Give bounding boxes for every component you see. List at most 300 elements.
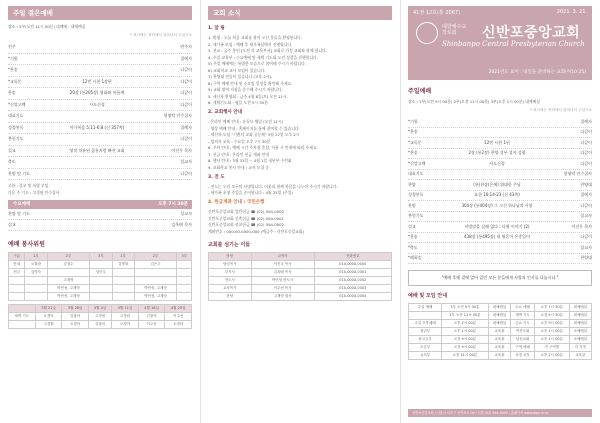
table-cell: 오후 2시 00분 bbox=[535, 352, 569, 360]
service-row bbox=[8, 209, 192, 220]
service-item-leader: 다같이 bbox=[580, 160, 592, 166]
table-cell: 대예배실 bbox=[488, 312, 510, 320]
middle-panel bbox=[200, 0, 400, 423]
table-cell: 오후 9시 00분 bbox=[535, 320, 569, 328]
table-cell: 대예배실 bbox=[569, 320, 591, 328]
table-row bbox=[209, 268, 392, 276]
table-cell: 김경수 bbox=[47, 261, 90, 269]
table-cell bbox=[9, 293, 25, 301]
notice-line: 5. 새신자 환영회 : 금주 4월 6일(토) 오전 11시. bbox=[208, 93, 288, 99]
table-cell: 010-0000-0002 bbox=[314, 276, 391, 284]
table-row bbox=[9, 261, 192, 269]
table-cell bbox=[112, 277, 134, 285]
service-time: 장소 : 2부(오전 11시 00분) 대예배 : 대예배실 bbox=[8, 24, 86, 29]
table-header-cell: 1부 bbox=[112, 253, 134, 261]
table-cell: 이주선 목사 bbox=[251, 284, 314, 292]
table-cell: 오후 2시 00분 bbox=[442, 320, 489, 328]
table-cell bbox=[112, 269, 134, 277]
table-cell: 유치부 bbox=[409, 352, 442, 360]
table-cell: 오후 1시 00분 bbox=[442, 328, 489, 336]
table-cell bbox=[112, 285, 134, 293]
table-row bbox=[9, 277, 192, 285]
table-cell: 오후 1시 00분 bbox=[535, 336, 569, 344]
table-cell: 임민우 bbox=[90, 269, 112, 277]
table-cell: 고계영 집사 bbox=[251, 292, 314, 300]
service-row bbox=[8, 157, 192, 169]
table-row bbox=[409, 352, 592, 360]
duty-table bbox=[8, 252, 192, 301]
service-row bbox=[8, 220, 192, 231]
service-item-leader: 다같이 bbox=[180, 170, 192, 176]
notice-line: 8. 행사 안내 : 3월 31일 ~ 4월 1일 청년부 수련회 bbox=[208, 158, 292, 163]
table-cell: 1부 오전 9시 00분 bbox=[442, 304, 489, 312]
table-cell bbox=[409, 312, 442, 320]
table-cell: 010-0000-0000 bbox=[314, 260, 391, 268]
service-row bbox=[408, 222, 592, 233]
service-row bbox=[408, 138, 592, 149]
greeting-quote: "예배 후에 곁에 앉아 있던 모든 분들에게 사랑과 인사를 나눕시다." bbox=[408, 270, 592, 286]
service-row bbox=[8, 134, 192, 146]
table-cell: 김창석 bbox=[88, 321, 111, 329]
section-header-wednesday bbox=[8, 200, 192, 209]
notice-line: - 전도는 우리 모두의 사명입니다. 이웃과 함께 복음을 나누어 주시기 바랍니다. bbox=[208, 183, 338, 189]
table-cell: 수요 예배 bbox=[511, 304, 535, 312]
service-order bbox=[408, 117, 592, 264]
service-item-leader: 설교자 bbox=[180, 211, 192, 216]
notice-line: 6) 교회학교 교사 모임이 있습니다. bbox=[208, 67, 266, 73]
table-cell: 오월장 bbox=[25, 261, 47, 269]
service-item-leader: 다같이 bbox=[580, 202, 592, 208]
table-cell: 김옥배 목사 bbox=[251, 268, 314, 276]
table-cell: 이주선 bbox=[138, 321, 165, 329]
notice-line: - 새가족 초청 주일을 준비합니다 : 4월 25일 (주일) bbox=[208, 190, 293, 195]
service-item-content: 사도신경 bbox=[489, 160, 505, 166]
service-row bbox=[408, 191, 592, 202]
service-item-leader: 설교자 bbox=[180, 159, 192, 165]
table-cell bbox=[177, 277, 192, 285]
service-item-leader: 반주자 bbox=[180, 44, 192, 50]
table-cell: 교육목사 bbox=[209, 284, 252, 292]
service-item-label: *찬송 bbox=[408, 129, 418, 135]
standing-note: * 표시에는 자리에서 일어나서 주십시오 bbox=[130, 33, 192, 37]
service-item-content: 438장 (통495장) 내 영혼이 은총입어 bbox=[464, 234, 530, 240]
service-row bbox=[8, 169, 192, 181]
account-title: 4. 헌금계좌 안내 : 국민은행 bbox=[208, 200, 265, 205]
table-header-cell: 2부 bbox=[134, 253, 177, 261]
table-cell: 담임목사 bbox=[209, 260, 252, 268]
table-row bbox=[9, 269, 192, 277]
table-cell bbox=[112, 293, 134, 301]
table-cell: 구역 예배 bbox=[511, 344, 535, 352]
service-item-content: 20장 (통205장) 영화와 이름께 bbox=[69, 90, 125, 96]
service-item-label: 찬양 및 기도 bbox=[8, 211, 30, 216]
service-item-leader: 설교자 bbox=[580, 244, 592, 250]
table-header-row bbox=[209, 252, 392, 260]
service-item-leader: 집례자 bbox=[180, 55, 192, 61]
table-cell: 이주선 bbox=[165, 313, 192, 321]
service-item-label: 찬양 bbox=[408, 202, 416, 208]
evangelism-body bbox=[208, 184, 392, 197]
table-cell: 010-0000-0004 bbox=[314, 292, 391, 300]
notice-line: 9. 교회학교 봉사 안내 : 교사 모집 중 bbox=[208, 164, 270, 170]
table-cell: 중고등부 bbox=[409, 336, 442, 344]
service-row bbox=[8, 111, 192, 123]
table-header-cell: 4월 18일 bbox=[138, 305, 165, 313]
table-cell: 오전 9시 00분 bbox=[442, 344, 489, 352]
staff-title: 교회를 섬기는 이들 bbox=[208, 241, 251, 248]
service-item-leader: 김옥배 목사 bbox=[171, 222, 192, 227]
service-item-label: 설교 bbox=[8, 147, 16, 153]
service-item-content: 304장 (통404장) 그 크신 하나님의 사랑 bbox=[461, 202, 533, 208]
table-cell: 고경원 bbox=[88, 313, 111, 321]
service-row bbox=[408, 254, 592, 265]
table-cell: 오전 5시 30분 bbox=[535, 312, 569, 320]
bulletin-number: 41권 12호(통 2067) bbox=[413, 10, 461, 16]
service-row bbox=[408, 243, 592, 254]
service-item-label: 대표기도 bbox=[408, 171, 424, 177]
left-panel bbox=[0, 0, 200, 423]
table-row bbox=[9, 285, 192, 293]
table-cell bbox=[9, 285, 25, 293]
denomination: 대한예수교 장로회 bbox=[442, 24, 467, 36]
table-header-cell: 3부 bbox=[177, 253, 192, 261]
service-item-leader: 다같이 bbox=[580, 234, 592, 240]
table-cell: 청년부 bbox=[409, 328, 442, 336]
service-row bbox=[408, 149, 592, 160]
table-header-cell: 3부 bbox=[90, 253, 112, 261]
notice-line: 5) 주일 예배에는 특별한 모습으로 참여해 주시기 바랍니다. bbox=[208, 61, 306, 66]
service-row bbox=[408, 170, 592, 181]
table-row bbox=[9, 321, 192, 329]
service-item-leader: 찬양대 bbox=[580, 181, 592, 187]
table-cell: 대예배실 bbox=[488, 304, 510, 312]
table-header-cell: 1부 bbox=[25, 253, 47, 261]
service-item-leader: 집례자 bbox=[580, 118, 592, 124]
service-item-leader: 찬양대 bbox=[580, 255, 592, 261]
sunday-service-title: 주일예배 bbox=[408, 88, 432, 95]
table-cell: 오경아 bbox=[165, 321, 192, 329]
wednesday-title: 수요예배 bbox=[13, 202, 31, 207]
service-item-label: *찬송 bbox=[8, 67, 18, 73]
table-cell: 오전 11시 00분 bbox=[442, 352, 489, 360]
service-item-content: 영적 치유된 몸통처럼 빠진 교회 bbox=[69, 147, 125, 153]
table-cell bbox=[177, 293, 192, 301]
service-row bbox=[408, 159, 592, 170]
section-header-news: 교회 소식 bbox=[208, 6, 392, 20]
service-item-content: 2장 (통2장) 찬양 성부 성자 성령 bbox=[468, 150, 526, 156]
service-item-label: *폐회송 bbox=[408, 255, 422, 261]
notice-line: 4. 주일 교육부 : 수요예배 및 새벽 기도회 오전 성경을 진행합니다. bbox=[208, 54, 318, 60]
table-header-row bbox=[9, 253, 192, 261]
service-row bbox=[8, 65, 192, 77]
service-item-label: 찬송 bbox=[8, 90, 16, 96]
table-cell: 교육관 bbox=[488, 344, 510, 352]
service-item-leader: 현영탁 안수집사 bbox=[563, 171, 592, 177]
service-row bbox=[8, 100, 192, 112]
table-cell: 소예배실 bbox=[569, 328, 591, 336]
service-item-leader: 다같이 bbox=[180, 78, 192, 84]
duty-title: 예배 봉사위원 bbox=[8, 241, 45, 248]
service-row bbox=[8, 42, 192, 54]
notice-line: - 온라인 예배 안내 : 유튜브 채널 (오전 11시) bbox=[208, 119, 284, 124]
wednesday-order bbox=[8, 209, 192, 231]
standing-note: * 표시에는 자리에서 일어나서 주십시오 bbox=[530, 108, 592, 112]
service-item-label: 찬양 bbox=[408, 181, 416, 187]
table-cell: 새벽 기도 bbox=[511, 312, 535, 320]
table-cell: 고경원 bbox=[112, 313, 139, 321]
table-cell: 안내 bbox=[9, 261, 25, 269]
notice-line: 8) 구역 예배 안내 및 소모임 일정을 확인해 주세요. bbox=[208, 80, 293, 86]
table-cell: 박민성, 고계영 bbox=[47, 285, 90, 293]
table-cell: 성경 공부 bbox=[511, 352, 535, 360]
table-cell: 박민성, 고계영 bbox=[134, 293, 177, 301]
table-cell: 대예배실 bbox=[569, 312, 591, 320]
table-header-cell: 2부 bbox=[47, 253, 90, 261]
notice-line: - 영상 예배 안내 : 홈페이지를 통해 참여할 수 있습니다. bbox=[208, 125, 300, 131]
table-cell: 주일 오후예배 bbox=[409, 320, 442, 328]
service-item-leader: 다같이 bbox=[180, 136, 192, 142]
table-cell: 010-0000-0001 bbox=[314, 268, 391, 276]
table-cell: 고계영 bbox=[47, 277, 90, 285]
table-row bbox=[409, 304, 592, 312]
table-row bbox=[409, 328, 592, 336]
notice-line: 신반포중앙교회 건축헌금 ☎ (02) 594-0001 bbox=[208, 215, 284, 221]
table-cell: 오전 9시 00분 bbox=[442, 336, 489, 344]
table-cell: 김창석 bbox=[138, 313, 165, 321]
event-body bbox=[208, 119, 392, 171]
service-row bbox=[408, 233, 592, 244]
service-item-leader: 다같이 bbox=[580, 129, 592, 135]
table-cell: 초등부 bbox=[409, 344, 442, 352]
service-item-label: 설교 bbox=[8, 222, 16, 227]
church-logo-icon bbox=[416, 22, 438, 44]
table-cell: 소예배실 bbox=[569, 336, 591, 344]
notice-line: - 새신자 모임 "기쁨의 교회 공동체" 3월 27일 오후 2시 bbox=[208, 132, 300, 137]
table-cell: 새벽 기도 bbox=[9, 313, 36, 321]
table-cell: 김은주 bbox=[134, 261, 177, 269]
service-item-label: 찬양 및 기도 bbox=[8, 170, 30, 176]
service-order bbox=[8, 42, 192, 180]
table-cell: 금요 기도 bbox=[511, 320, 535, 328]
service-item-leader: 집례자 bbox=[580, 192, 592, 198]
bulletin-date: 2021. 3. 21. bbox=[556, 9, 587, 15]
table-cell: 교육관 bbox=[488, 328, 510, 336]
table-row bbox=[209, 292, 392, 300]
service-item-label: *교독문 bbox=[8, 78, 22, 84]
table-cell: 2부 오전 11시 00분 bbox=[442, 312, 489, 320]
footnote: 다음 주 기도 : 고경원 안수집사 bbox=[8, 190, 60, 195]
table-cell bbox=[9, 321, 36, 329]
church-motto: 2021년도 표어 : 내일을 준비하는 교회(히10:25) bbox=[488, 70, 586, 75]
notice-title: 1. 알 림 bbox=[208, 26, 225, 31]
church-name: 신반포중앙교회 bbox=[482, 25, 581, 41]
notice-line: 2. 새가족 모임 : 예배 후 새가족실에서 진행됩니다. bbox=[208, 41, 293, 47]
service-item-label: *기원 bbox=[8, 55, 18, 61]
table-header-cell: 전화번호 bbox=[314, 252, 391, 260]
table-cell bbox=[134, 277, 177, 285]
service-item-content: 사도신경 bbox=[89, 101, 105, 107]
service-item-label: 설교 bbox=[408, 223, 416, 229]
service-item-leader: 다같이 bbox=[180, 101, 192, 107]
table-cell bbox=[90, 285, 112, 293]
footnote: 고한 : 설교 및 특별 모임 bbox=[8, 183, 49, 188]
table-cell: 오경아 bbox=[35, 313, 62, 321]
table-cell: 김병복 bbox=[112, 261, 134, 269]
service-item-label: *축도 bbox=[408, 244, 418, 250]
table-row bbox=[209, 276, 392, 284]
table-cell: 각 구역별 bbox=[535, 344, 569, 352]
service-item-leader: 집례자 bbox=[180, 124, 192, 130]
notice-line: 7. 헌금 안내 : 온라인 헌금 계좌 안내 bbox=[208, 151, 270, 157]
service-item-label: 성경봉독 bbox=[8, 124, 24, 130]
table-cell: 박민성, 고계영 bbox=[134, 285, 177, 293]
service-item-leader: 이진우 목사 bbox=[171, 147, 192, 153]
service-row bbox=[8, 54, 192, 66]
service-row bbox=[8, 123, 192, 135]
table-cell: 오경아 bbox=[112, 321, 139, 329]
service-item-label: *찬송 bbox=[408, 150, 418, 156]
service-item-content: 요한 16:14-23 (신 43쪽) bbox=[474, 192, 520, 198]
account-list bbox=[208, 209, 392, 235]
notice-line: 신반포중앙교회 선교헌금 ☎ (02) 594-0002 bbox=[208, 222, 284, 227]
table-header-cell: 4월 11일 bbox=[112, 305, 139, 313]
table-cell bbox=[25, 277, 47, 285]
service-item-leader: 다같이 bbox=[580, 139, 592, 145]
table-cell bbox=[134, 269, 177, 277]
table-cell bbox=[47, 269, 90, 277]
table-cell: 부목사 bbox=[209, 268, 252, 276]
table-row bbox=[409, 344, 592, 352]
right-panel bbox=[400, 0, 600, 423]
table-cell bbox=[25, 285, 47, 293]
table-header-cell bbox=[9, 305, 36, 313]
service-item-label: *교독문 bbox=[408, 139, 422, 145]
table-cell: 각 가정 bbox=[569, 344, 591, 352]
church-header bbox=[408, 6, 592, 80]
service-item-label: 봉헌기도 bbox=[408, 213, 424, 219]
table-cell bbox=[9, 277, 25, 285]
service-item-leader: 다같이 bbox=[180, 67, 192, 73]
notice-line: 신반포중앙교회 일반헌금 ☎ (02) 594-0000 bbox=[208, 209, 284, 214]
service-item-label: *신앙고백 bbox=[8, 101, 26, 107]
table-header-row bbox=[9, 305, 192, 313]
table-cell bbox=[177, 269, 192, 277]
notice-line: 1. 환영 : 오늘 처음 교회를 찾아 오신 분들을 환영합니다. bbox=[208, 35, 302, 40]
table-cell: 찬양 bbox=[209, 292, 252, 300]
staff-table bbox=[208, 252, 392, 301]
table-header-cell: 4월 25일 bbox=[165, 305, 192, 313]
service-item-leader: 이진우 목사 bbox=[571, 223, 592, 229]
table-cell: 교육관 bbox=[488, 336, 510, 344]
table-cell: 대예배실 bbox=[569, 304, 591, 312]
table-cell bbox=[177, 261, 192, 269]
table-cell: 010-0000-0003 bbox=[314, 284, 391, 292]
service-item-label: *신앙고백 bbox=[408, 160, 426, 166]
table-cell: 오경아 bbox=[62, 321, 89, 329]
service-row bbox=[8, 146, 192, 158]
table-row bbox=[9, 313, 192, 321]
section-header-evening-service: 주일 결은예배 bbox=[8, 6, 192, 20]
table-header-cell: 교역자 bbox=[251, 252, 314, 260]
service-item-leader: 다같이 bbox=[580, 150, 592, 156]
service-item-label: *기원 bbox=[408, 118, 418, 124]
service-item-content: 마가복음 5:11-6:8 (신 357쪽) bbox=[69, 124, 125, 130]
service-row bbox=[408, 201, 592, 212]
table-cell bbox=[90, 293, 112, 301]
service-item-leader: 다같이 bbox=[180, 90, 192, 96]
table-cell bbox=[25, 293, 47, 301]
notice-line: 6. 새벽기도회 : 평일 오전 5시 30분. bbox=[208, 100, 269, 105]
service-row bbox=[8, 77, 192, 89]
table-cell: 박민성 전도사 bbox=[251, 276, 314, 284]
service-row bbox=[408, 212, 592, 223]
table-header-cell: 구분 bbox=[9, 253, 25, 261]
table-cell: 남선교회 bbox=[511, 336, 535, 344]
meeting-title: 예배 및 모임 안내 bbox=[408, 293, 448, 299]
table-header-cell: 4월 4일 bbox=[88, 305, 111, 313]
notice-line: 7) 찬양대 연습이 있습니다 (오후 2시). bbox=[208, 74, 273, 79]
notice-line: 3. 선교 : 금주 봉헌 [오전 각 교육부서] 교회로 가정 교회와 함께 합니다. bbox=[208, 48, 327, 53]
table-cell: 대예배실 bbox=[488, 320, 510, 328]
table-cell: 오후 1시 00분 bbox=[535, 328, 569, 336]
table-header-cell: 담당 bbox=[209, 252, 252, 260]
service-item-leader: 현영탁 안수집사 bbox=[163, 113, 192, 119]
table-cell: 이진우 목사 bbox=[251, 260, 314, 268]
table-cell: 주일 예배 bbox=[409, 304, 442, 312]
service-row bbox=[8, 88, 192, 100]
service-time: 장소 : 1부(오전 9시 00분) 2부(오전 11시 00분) 3부(오후 1시 00분) 대예배실 bbox=[408, 99, 540, 104]
table-row bbox=[209, 260, 392, 268]
table-row bbox=[9, 293, 192, 301]
service-item-leader: 설교자 bbox=[580, 213, 592, 219]
table-cell: 교육관 bbox=[488, 352, 510, 360]
table-cell: 고경원 bbox=[35, 321, 62, 329]
service-item-content: (통)찬송(은혜) 위대한 주님 bbox=[473, 181, 521, 187]
notice-line: 계좌번호 : 000-00-0000-000 (예금주 : 신반포중앙교회) bbox=[208, 228, 305, 234]
evangelism-title: 3. 전 도 bbox=[208, 174, 225, 180]
table-header-cell: 3월 28일 bbox=[62, 305, 89, 313]
table-row bbox=[409, 312, 592, 320]
table-cell: 교육관 bbox=[569, 352, 591, 360]
meeting-table bbox=[408, 303, 592, 360]
table-cell: 여전도회 bbox=[511, 328, 535, 336]
service-item-label: 봉헌기도 bbox=[8, 136, 24, 142]
service-item-label: 축도 bbox=[8, 159, 16, 165]
table-cell bbox=[177, 285, 192, 293]
table-cell: 전도사 bbox=[209, 276, 252, 284]
service-row bbox=[408, 117, 592, 128]
table-row bbox=[209, 284, 392, 292]
service-item-label: 대표기도 bbox=[8, 113, 24, 119]
notice-body bbox=[208, 35, 392, 106]
table-cell bbox=[90, 261, 112, 269]
service-item-label: 성경봉독 bbox=[408, 192, 424, 198]
table-cell: 김명숙 bbox=[25, 269, 47, 277]
service-item-label: 전주 bbox=[8, 44, 16, 50]
service-item-content: 12번 시편 1장편 bbox=[82, 78, 112, 84]
service-row bbox=[408, 128, 592, 139]
notice-line: 9) 교회 방역 지침을 준수해 주시기 바랍니다. bbox=[208, 87, 283, 92]
service-row bbox=[408, 180, 592, 191]
table-row bbox=[409, 320, 592, 328]
table-cell: 오후 7시 30분 bbox=[535, 304, 569, 312]
table-cell: 김창석 bbox=[62, 313, 89, 321]
table-row bbox=[409, 336, 592, 344]
service-item-content: 12번 시편 1편 bbox=[484, 139, 510, 145]
church-footer: 신반포중앙교회 / 서울시 서초구 신반포로 00 / 전화 (02) 594-0000 / 홈페이지 www.sbpc.or.kr bbox=[408, 409, 592, 417]
service-item-label: *찬송 bbox=[408, 234, 418, 240]
table-cell: 박민성, 고계영 bbox=[47, 293, 90, 301]
